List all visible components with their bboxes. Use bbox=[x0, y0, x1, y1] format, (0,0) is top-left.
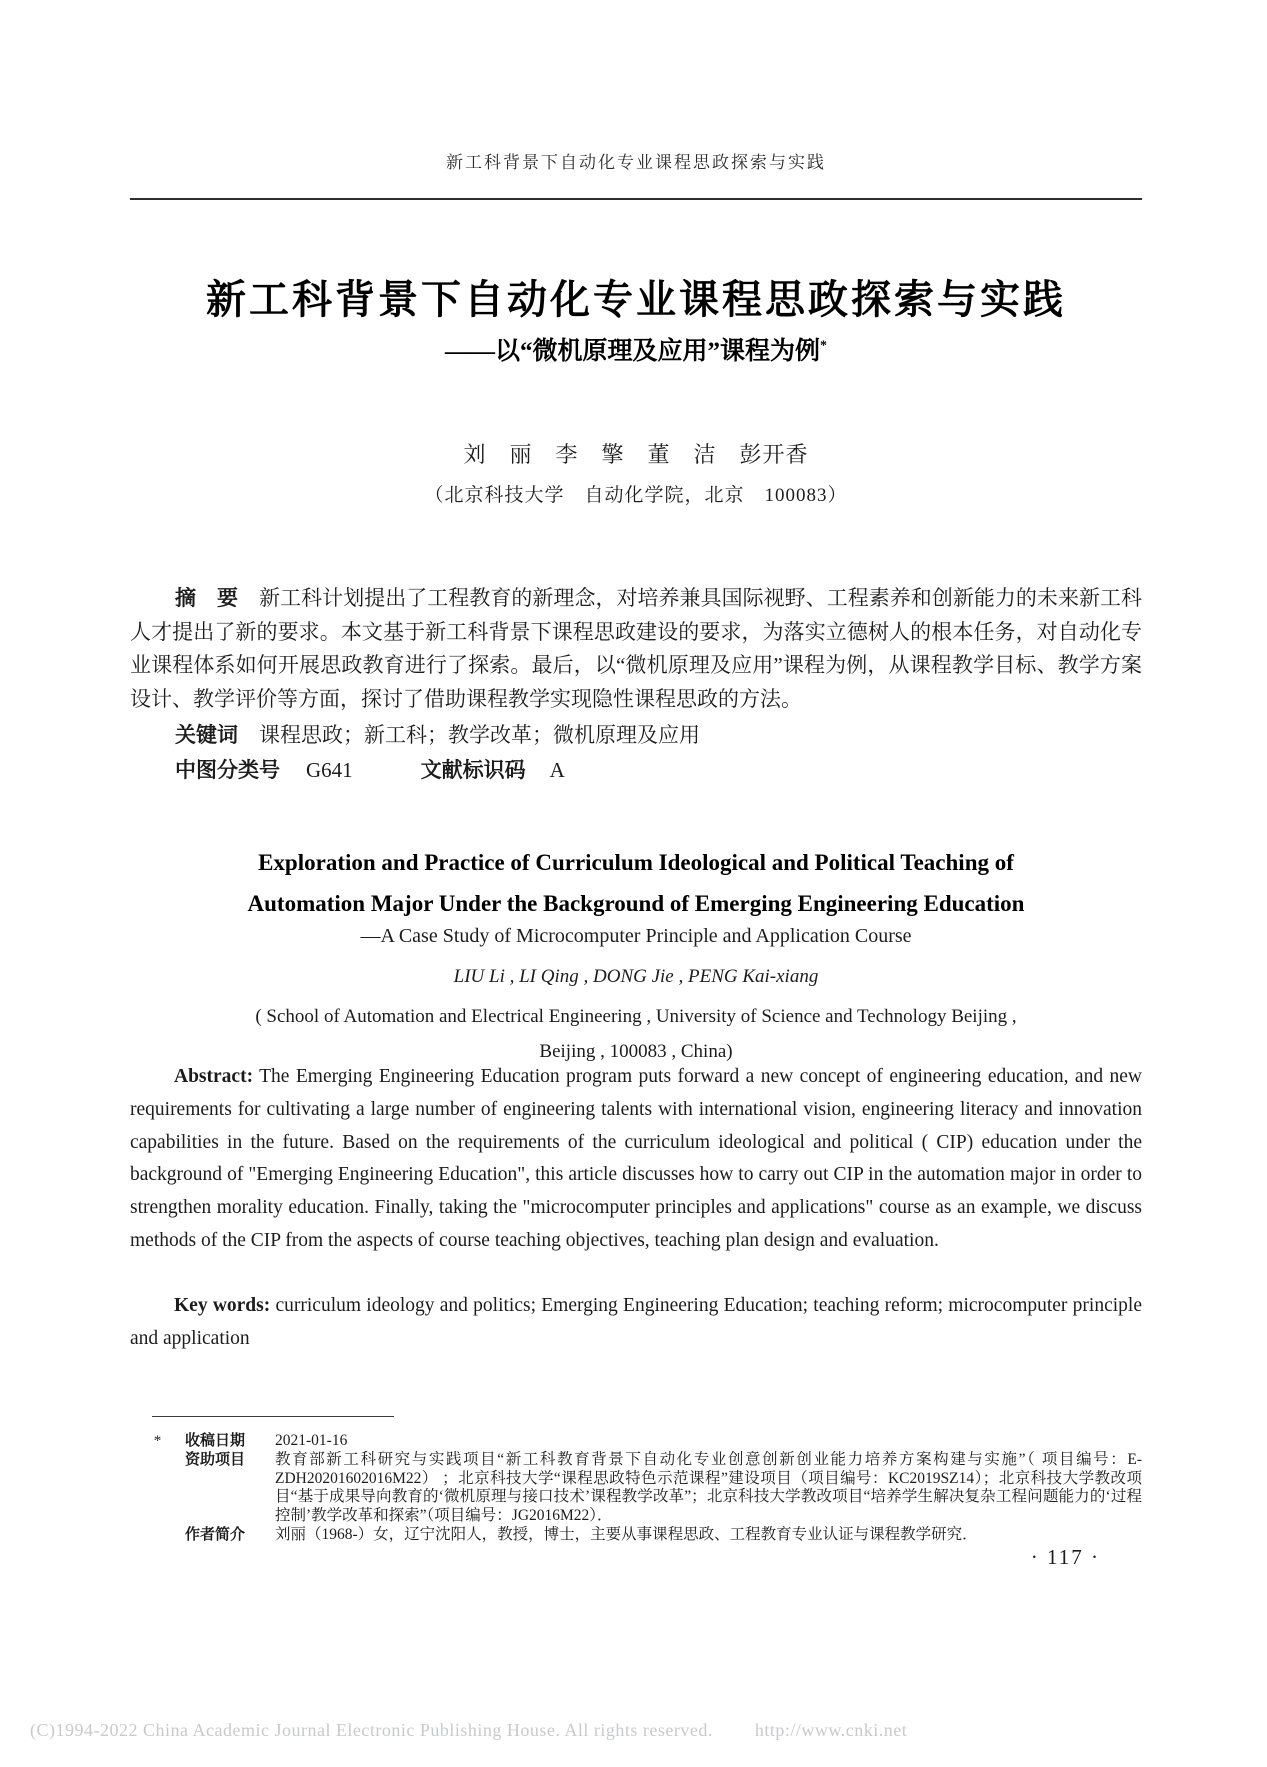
doc-code-label: 文献标识码 bbox=[420, 759, 526, 782]
running-head-title: 新工科背景下自动化专业课程思政探索与实践 bbox=[446, 153, 826, 172]
keywords-en-label: Key words: bbox=[174, 1295, 271, 1316]
author-bio-label: 作者简介 bbox=[185, 1525, 246, 1543]
received-date-value: 2021-01-16 bbox=[275, 1432, 348, 1449]
affiliation-en-line2: Beijing , 100083 , China) bbox=[539, 1041, 733, 1062]
header-divider bbox=[130, 198, 1142, 200]
footnote-row-bio bbox=[130, 1526, 1142, 1545]
funding-label: 资助项目 bbox=[185, 1450, 246, 1468]
authors-en: LIU Li , LI Qing , DONG Jie , PENG Kai-xiang bbox=[453, 966, 819, 987]
abstract-cn-label: 摘 要 bbox=[175, 587, 239, 610]
author-bio-text: 刘丽（1968-）女，辽宁沈阳人，教授，博士，主要从事课程思政、工程教育专业认证与课程教学研究． bbox=[275, 1525, 978, 1543]
authors-cn: 刘 丽 李 擎 董 洁 彭开香 bbox=[463, 442, 809, 467]
footer-copyright-bar bbox=[30, 1720, 1230, 1741]
keywords-cn-text: 课程思政；新工科；教学改革；微机原理及应用 bbox=[259, 723, 700, 747]
abstract-en-text: The Emerging Engineering Education program puts forward a new concept of engineering education, and new requirements for cultivating a large number of engineering talents with international vision, engineering literacy and innovation capabilities in the future. Based on the requirements of the curriculum ideological and political ( CIP) education under the background of "Emerging Engineering Education", this article discusses how to carry out CIP in the automation major in order to strengthen morality education. Finally, taking the "microcomputer principles and applications" course as an example, we discuss methods of the CIP from the aspects of course teaching objectives, teaching plan design and evaluation. bbox=[130, 1066, 1142, 1251]
footnote-block bbox=[130, 1432, 1142, 1545]
paper-subtitle-text: ——以“微机原理及应用”课程为例 bbox=[444, 338, 820, 365]
footnote-divider bbox=[152, 1416, 394, 1417]
received-date-label: 收稿日期 bbox=[185, 1432, 246, 1449]
subtitle-footnote-mark: * bbox=[820, 338, 827, 354]
footnote-row-funding bbox=[130, 1451, 1142, 1526]
clc-line bbox=[130, 754, 1142, 784]
clc-value: G641 bbox=[306, 758, 353, 782]
paper-title-en-line1: Exploration and Practice of Curriculum Ideological and Political Teaching of bbox=[258, 850, 1014, 875]
doc-code-value: A bbox=[549, 758, 565, 782]
affiliation-cn: （北京科技大学 自动化学院，北京 100083） bbox=[424, 485, 848, 506]
keywords-en-text: curriculum ideology and politics; Emerging Engineering Education; teaching reform; microcomputer principle and application bbox=[130, 1295, 1142, 1349]
clc-label: 中图分类号 bbox=[175, 759, 280, 782]
keywords-cn bbox=[130, 719, 1142, 749]
abstract-cn bbox=[130, 582, 1142, 716]
funding-text: 教育部新工科研究与实践项目“新工科教育背景下自动化专业创意创新创业能力培养方案构建与实施”（ 项目编号：E-ZDH20201602016M22） ；北京科技大学“课程思政特色示范课程”建设项目（项目编号：KC2019SZ14）；北京科技大学教改项目“基于成果导向教育的‘微机原理与接口技术’课程教学改革”；北京科技大学教改项目“培养学生解决复杂工程问题能力的‘过程控制’教学改革和探索”（项目编号：JG2016M22）． bbox=[275, 1450, 1142, 1525]
paper-title-en-line2: Automation Major Under the Background of Emerging Engineering Education bbox=[247, 891, 1025, 916]
footnote-row-received bbox=[130, 1432, 1142, 1451]
affiliation-en bbox=[130, 999, 1142, 1069]
copyright-text: (C)1994-2022 China Academic Journal Electronic Publishing House. All rights reserved. bbox=[30, 1720, 713, 1740]
footnote-asterisk: * bbox=[153, 1433, 162, 1449]
paper-title-cn: 新工科背景下自动化专业课程思政探索与实践 bbox=[206, 277, 1066, 322]
abstract-en bbox=[130, 1061, 1142, 1258]
keywords-en bbox=[130, 1290, 1142, 1356]
keywords-cn-label: 关键词 bbox=[175, 724, 238, 747]
footer-url: http://www.cnki.net bbox=[754, 1720, 908, 1740]
abstract-cn-text: 新工科计划提出了工程教育的新理念，对培养兼具国际视野、工程素养和创新能力的未来新工科人才提出了新的要求。本文基于新工科背景下课程思政建设的要求，为落实立德树人的根本任务，对自动化专业课程体系如何开展思政教育进行了探索。最后，以“微机原理及应用”课程为例，从课程教学目标、教学方案设计、教学评价等方面，探讨了借助课程教学实现隐性课程思政的方法。 bbox=[130, 586, 1143, 711]
paper-title-en bbox=[130, 842, 1142, 924]
affiliation-en-line1: ( School of Automation and Electrical Engineering , University of Science and Technology Beijing , bbox=[255, 1006, 1017, 1027]
paper-subtitle-cn bbox=[130, 331, 1142, 367]
paper-subtitle-en: —A Case Study of Microcomputer Principle and Application Course bbox=[360, 925, 912, 947]
page-number: · 117 · bbox=[1030, 1545, 1100, 1569]
abstract-en-label: Abstract: bbox=[174, 1066, 254, 1087]
